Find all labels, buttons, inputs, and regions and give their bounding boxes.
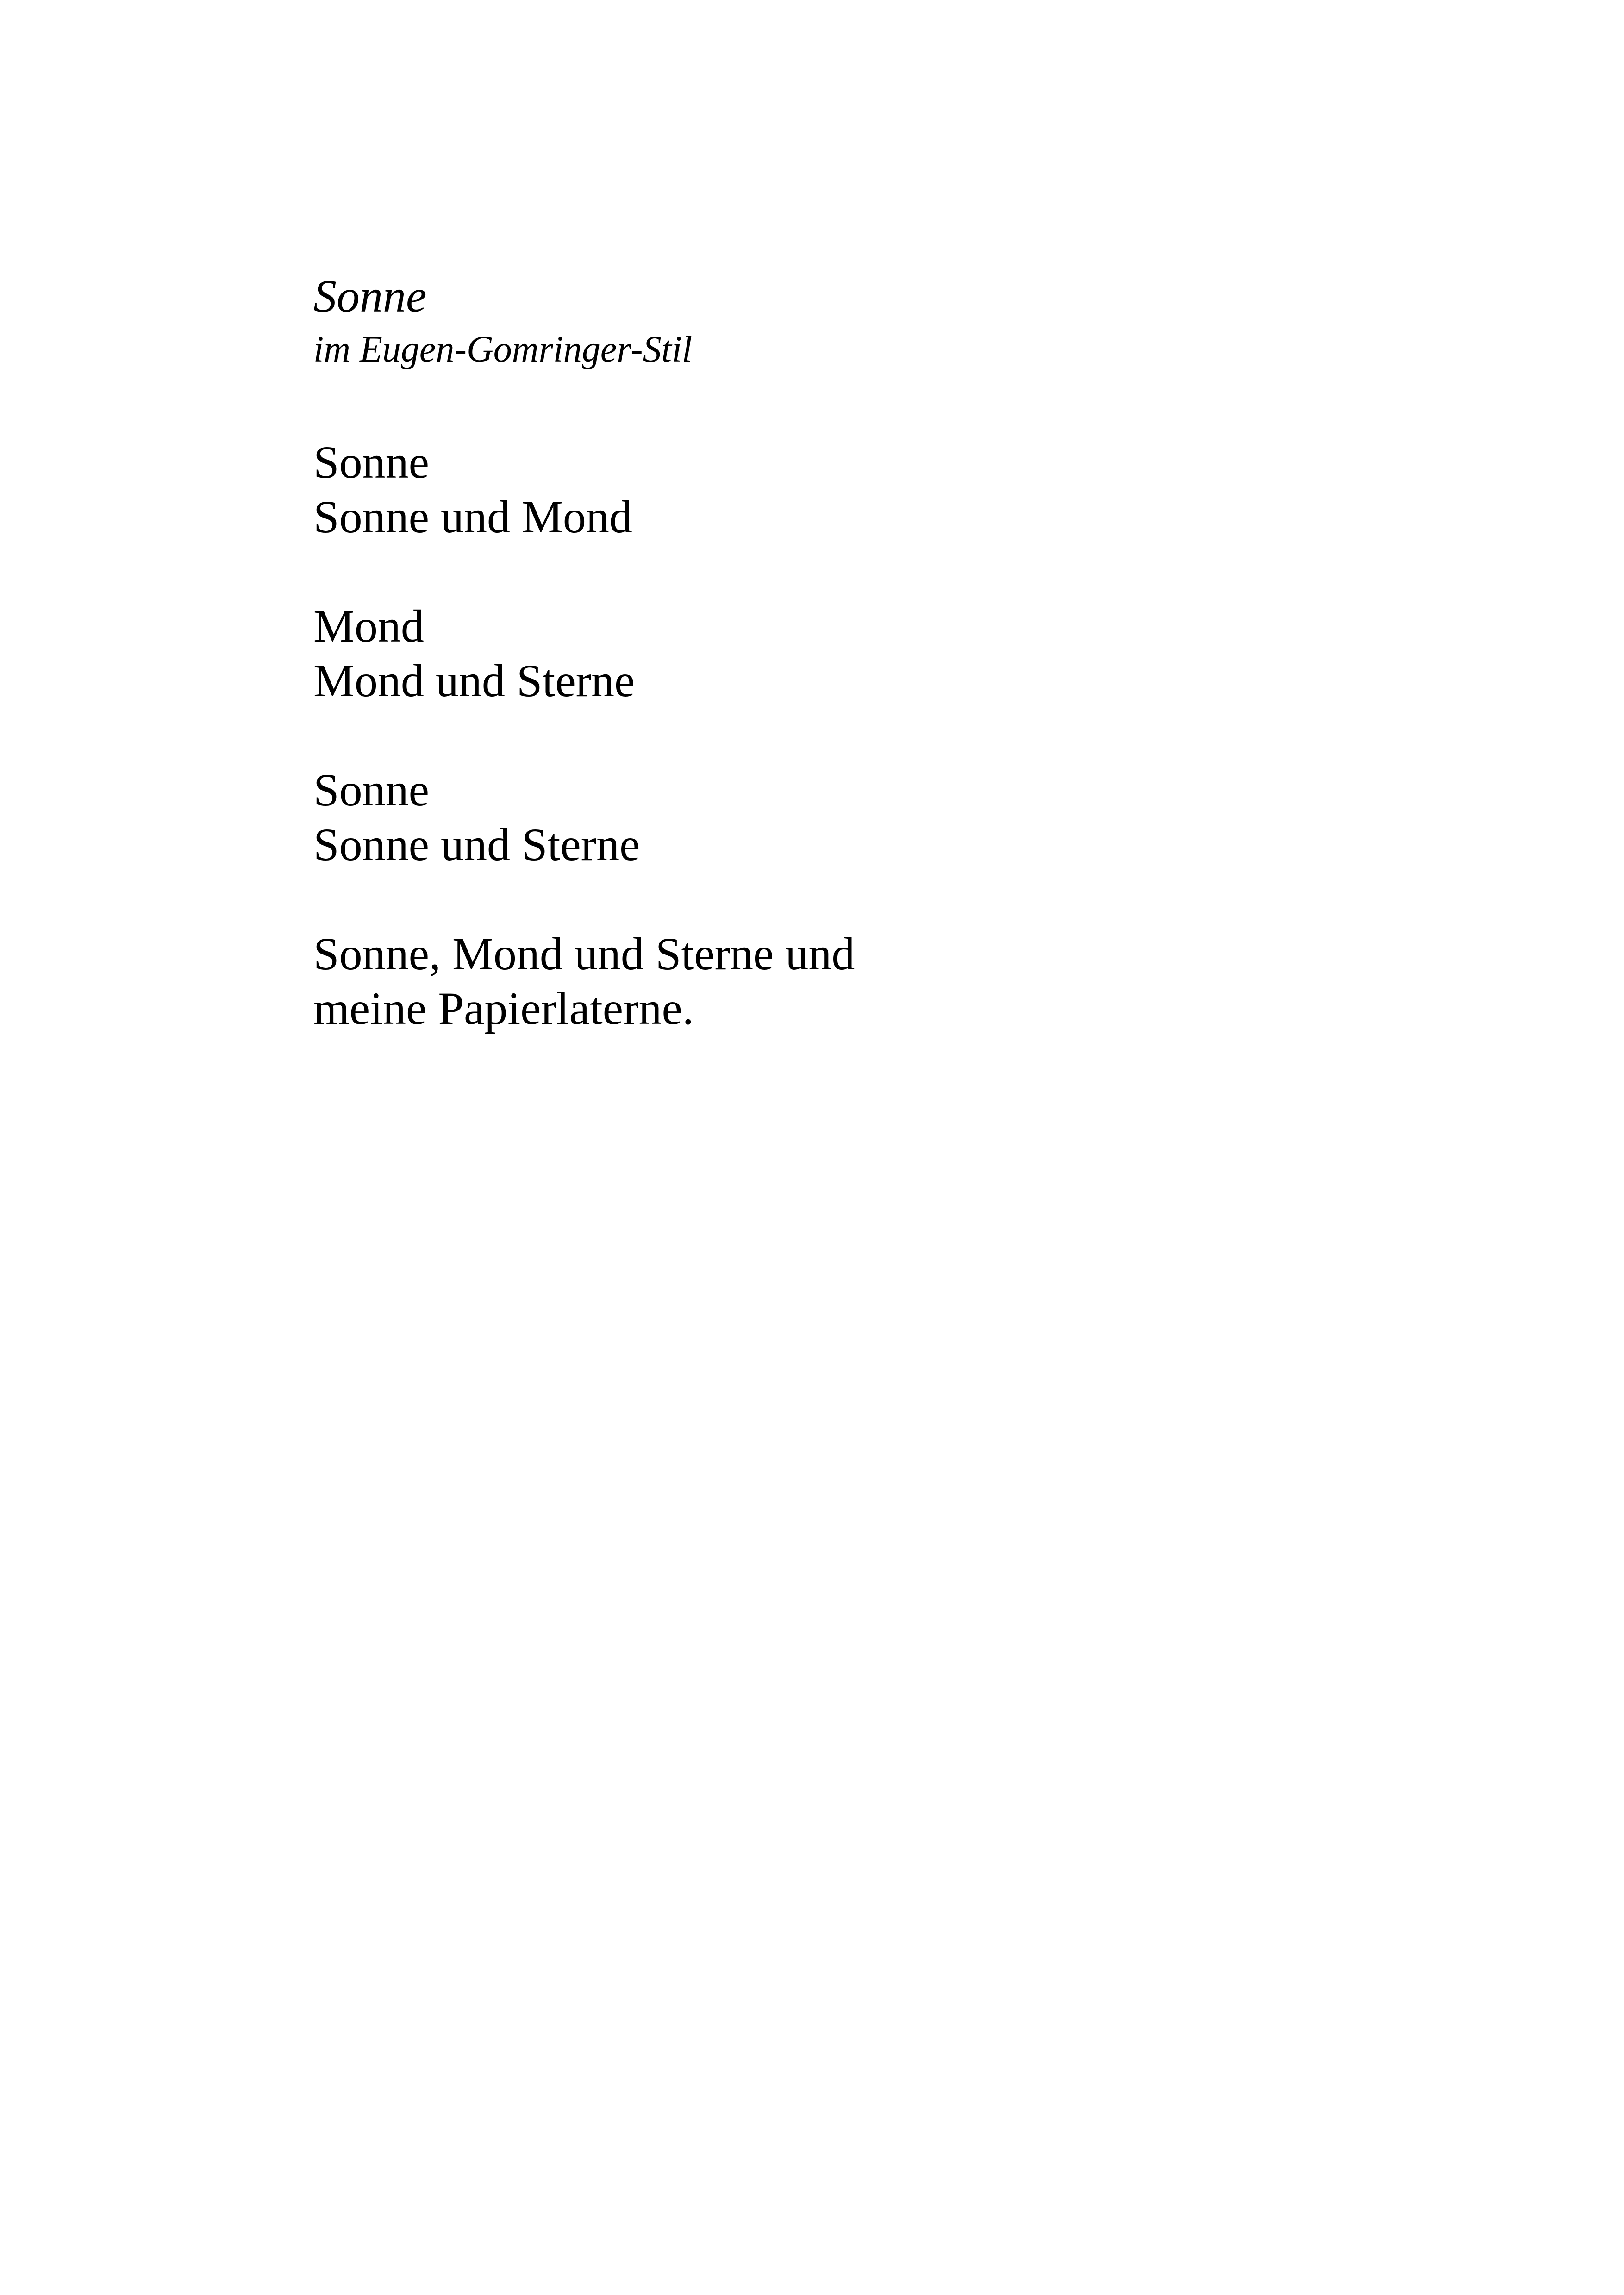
poem-title: Sonne — [313, 270, 427, 322]
poem-line: Sonne und Mond — [313, 491, 632, 543]
poem-line: Sonne — [313, 764, 429, 816]
poem-subtitle: im Eugen-Gomringer-Stil — [313, 329, 693, 370]
poem-line: meine Papierlaterne. — [313, 983, 694, 1034]
stanza-3 — [313, 763, 1332, 872]
stanza-1 — [313, 435, 1332, 544]
poem-line: Mond — [313, 600, 424, 652]
stanza-2 — [313, 599, 1332, 708]
poem-line: Sonne — [313, 437, 429, 488]
stanza-4 — [313, 927, 1332, 1036]
poem-line: Sonne und Sterne — [313, 819, 640, 870]
poem-body — [313, 435, 1332, 1036]
poem-container — [313, 268, 1332, 1036]
poem-line: Sonne, Mond und Sterne und — [313, 928, 855, 979]
poem-line: Mond und Sterne — [313, 655, 635, 706]
